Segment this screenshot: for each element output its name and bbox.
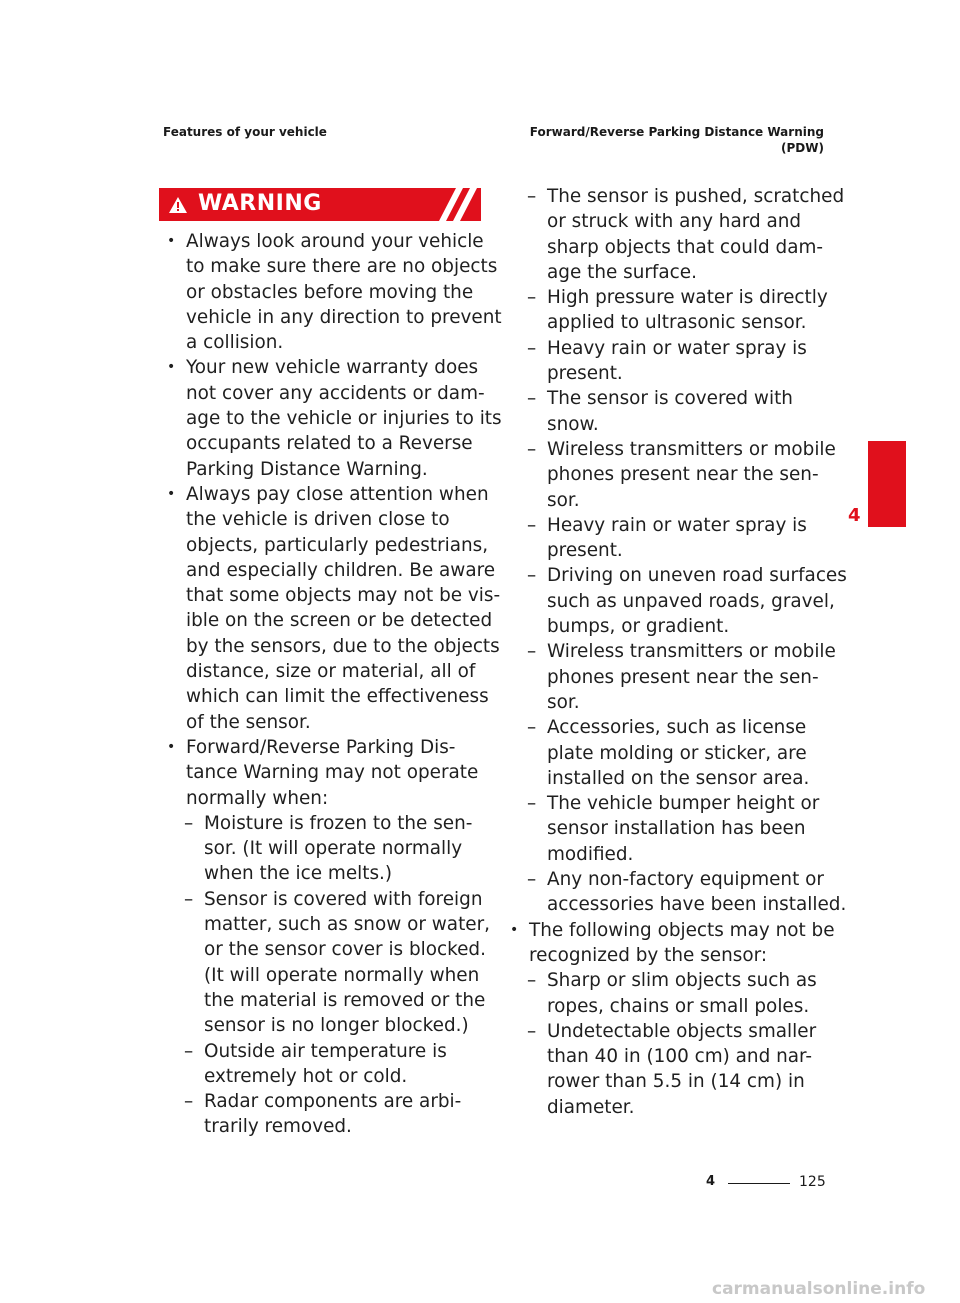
text-line: age the surface. (547, 261, 697, 283)
text-line: • The following objects may not be (529, 919, 835, 941)
dash-item-wireless-transmitters (509, 437, 834, 513)
bullet-may-not-operate (166, 735, 486, 811)
text-line: installed on the sensor area. (547, 767, 810, 789)
warning-label: WARNING (198, 191, 322, 216)
text-line: vehicle in any direction to prevent (186, 306, 502, 328)
watermark: carmanualsonline.info (712, 1279, 926, 1299)
text-line: (It will operate normally when (204, 964, 480, 986)
bullet-following-objects (509, 918, 834, 969)
text-line: to make sure there are no objects (186, 256, 498, 278)
text-line: • Forward/Reverse Parking Dis- (186, 736, 456, 758)
text-line: • Always pay close attention when (186, 483, 489, 505)
dash-item-sensor-covered (166, 887, 490, 1039)
bullet-warranty (166, 355, 502, 481)
bullet-look-around (166, 229, 502, 355)
text-line: sharp objects that could dam- (547, 236, 824, 258)
text-line: not cover any accidents or dam- (186, 382, 485, 404)
text-line: tance Warning may not operate (186, 762, 479, 784)
text-line: – Wireless transmitters or mobile (547, 641, 836, 663)
text-line: – The sensor is pushed, scratched (547, 186, 845, 207)
text-line: than 40 in (100 cm) and nar- (547, 1046, 813, 1068)
dash-item-uneven-road (509, 563, 847, 639)
text-line: applied to ultrasonic sensor. (547, 312, 807, 334)
text-line: of the sensor. (186, 711, 311, 733)
text-line: a collision. (186, 332, 284, 354)
text-line: sor. (It will operate normally (204, 838, 463, 860)
text-line: – Any non-factory equipment or (547, 869, 824, 891)
text-line: – Sensor is covered with foreign (204, 888, 483, 910)
footer-rule (728, 1183, 790, 1184)
text-line: – The sensor is covered with (547, 388, 793, 410)
chapter-side-number: 4 (848, 505, 861, 526)
left-column (166, 229, 502, 1140)
text-line: objects, particularly pedestrians, (186, 534, 489, 556)
text-line: – Moisture is frozen to the sen- (204, 812, 473, 834)
text-line: – Wireless transmitters or mobile (547, 438, 836, 460)
text-line: such as unpaved roads, gravel, (547, 590, 835, 612)
warning-stripes-icon (429, 188, 481, 221)
text-line: – Heavy rain or water spray is (547, 514, 807, 536)
text-line: diameter. (547, 1096, 635, 1118)
text-line: Parking Distance Warning. (186, 458, 428, 480)
text-line: – Accessories, such as license (547, 717, 807, 739)
footer-page-number: 125 (799, 1174, 826, 1190)
text-line: sensor installation has been (547, 818, 806, 840)
text-line: by the sensors, due to the objects (186, 635, 500, 657)
warning-triangle-icon (169, 197, 187, 213)
text-line: normally when: (186, 787, 329, 809)
text-line: recognized by the sensor: (529, 944, 768, 966)
text-line: present. (547, 540, 623, 562)
text-line: or the sensor cover is blocked. (204, 939, 486, 961)
dash-item-snow (509, 386, 834, 437)
text-line: sensor is no longer blocked.) (204, 1015, 469, 1037)
text-line: when the ice melts.) (204, 863, 393, 885)
text-line: the material is removed or the (204, 989, 486, 1011)
text-line: or struck with any hard and (547, 211, 802, 233)
text-line: – The vehicle bumper height or (547, 793, 820, 815)
text-line: ropes, chains or small poles. (547, 995, 810, 1017)
text-line: plate molding or sticker, are (547, 742, 807, 764)
footer-chapter-number: 4 (706, 1174, 716, 1189)
text-line: – Undetectable objects smaller (547, 1020, 817, 1042)
dash-item-undetectable-objects (509, 1019, 834, 1120)
dash-item-accessories (509, 715, 834, 791)
dash-item-moisture (166, 811, 486, 887)
text-line: present. (547, 363, 623, 385)
dash-item-heavy-rain-2 (509, 513, 834, 564)
text-line: phones present near the sen- (547, 464, 819, 486)
text-line: – Sharp or slim objects such as (547, 970, 817, 992)
warning-banner (159, 188, 481, 221)
text-line: distance, size or material, all of (186, 661, 476, 683)
text-line: – Radar components are arbi- (204, 1091, 462, 1113)
text-line: ible on the screen or be detected (186, 610, 493, 632)
text-line: modified. (547, 843, 634, 865)
dash-item-wireless-transmitters-2 (509, 639, 834, 715)
text-line: sor. (547, 489, 580, 511)
dash-item-high-pressure-water (509, 285, 834, 336)
dash-item-heavy-rain (509, 336, 834, 387)
running-header-right-line2: (PDW) (781, 141, 824, 155)
text-line: phones present near the sen- (547, 666, 819, 688)
text-line: bumps, or gradient. (547, 616, 730, 638)
text-line: – Driving on uneven road surfaces (547, 565, 847, 587)
text-line: the vehicle is driven close to (186, 509, 450, 531)
running-header-left: Features of your vehicle (163, 125, 327, 139)
bullet-pay-attention (166, 482, 501, 735)
text-line: – High pressure water is directly (547, 287, 828, 309)
text-line: • Always look around your vehicle (186, 231, 484, 252)
text-line: • Your new vehicle warranty does (186, 357, 479, 379)
text-line: occupants related to a Reverse (186, 433, 473, 455)
text-line: which can limit the effectiveness (186, 686, 489, 708)
dash-item-sharp-objects (509, 968, 834, 1019)
dash-item-temperature (166, 1039, 486, 1090)
text-line: – Heavy rain or water spray is (547, 337, 807, 359)
right-column (509, 184, 847, 1120)
dash-item-non-factory (509, 867, 847, 918)
text-line: trarily removed. (204, 1116, 352, 1138)
text-line: sor. (547, 691, 580, 713)
running-header-right (530, 124, 824, 156)
text-line: snow. (547, 413, 599, 435)
text-line: – Outside air temperature is (204, 1040, 447, 1062)
dash-item-radar-removed (166, 1089, 486, 1140)
dash-item-bumper-height (509, 791, 834, 867)
text-line: age to the vehicle or injuries to its (186, 408, 502, 430)
chapter-side-tab (868, 441, 906, 527)
text-line: accessories have been installed. (547, 894, 847, 916)
text-line: extremely hot or cold. (204, 1065, 408, 1087)
running-header-right-line1: Forward/Reverse Parking Distance Warning (529, 125, 824, 139)
text-line: that some objects may not be vis- (186, 585, 501, 607)
dash-item-pushed-scratched (509, 184, 845, 285)
text-line: rower than 5.5 in (14 cm) in (547, 1071, 805, 1093)
text-line: or obstacles before moving the (186, 281, 474, 303)
text-line: and especially children. Be aware (186, 559, 496, 581)
text-line: matter, such as snow or water, (204, 914, 490, 936)
